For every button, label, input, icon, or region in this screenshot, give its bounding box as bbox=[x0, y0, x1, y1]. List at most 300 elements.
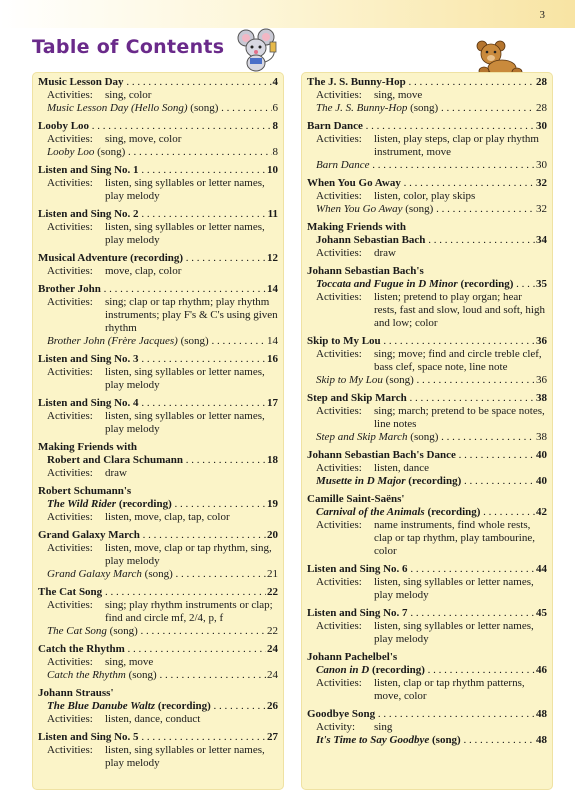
entry-title-text: Listen and Sing No. 6 bbox=[307, 563, 408, 575]
activities-text: sing, move bbox=[374, 89, 423, 101]
entry-title-text: (song) bbox=[407, 102, 439, 114]
entry-title-italic: Music Lesson Day (Hello Song) bbox=[47, 102, 188, 114]
entry-title-text: (recording) bbox=[424, 506, 481, 518]
entry-title bbox=[47, 102, 272, 115]
activities-label: Activities: bbox=[316, 190, 362, 202]
activities-label: Activities: bbox=[316, 462, 362, 474]
entry-heading[interactable] bbox=[307, 221, 547, 234]
entry-title-text: (recording) bbox=[457, 278, 514, 290]
activities-line bbox=[307, 133, 547, 159]
entry-title bbox=[38, 76, 272, 89]
activities-line bbox=[38, 656, 278, 669]
activities-text: sing; move; find and circle treble clef, bass clef, space note, line note bbox=[374, 348, 542, 373]
song-entry[interactable] bbox=[307, 159, 547, 172]
entry-heading[interactable] bbox=[38, 586, 278, 599]
toc-entry bbox=[38, 208, 278, 247]
toc-entry bbox=[38, 529, 278, 581]
page-ref: 14 bbox=[267, 335, 278, 347]
activities-text: listen, move, clap, tap, color bbox=[105, 511, 230, 523]
entry-title-text: Listen and Sing No. 5 bbox=[38, 731, 139, 743]
page-ref: 48 bbox=[536, 708, 547, 720]
song-entry[interactable] bbox=[38, 102, 278, 115]
activities-text: move, clap, color bbox=[105, 265, 182, 277]
entry-title bbox=[307, 76, 535, 89]
activities-line bbox=[307, 519, 547, 558]
activities-label: Activities: bbox=[47, 511, 93, 523]
recording-entry[interactable] bbox=[38, 700, 278, 713]
song-entry[interactable] bbox=[38, 625, 278, 638]
activities-label: Activity: bbox=[316, 721, 356, 733]
entry-heading[interactable] bbox=[307, 335, 547, 348]
entry-title bbox=[316, 734, 535, 747]
activities-line bbox=[38, 467, 278, 480]
entry-title-text: Looby Loo bbox=[38, 120, 90, 132]
entry-title-text: (song) bbox=[187, 102, 219, 114]
activities-label: Activities: bbox=[316, 348, 362, 360]
entry-title-italic: Looby Loo bbox=[47, 146, 95, 158]
activities-label: Activities: bbox=[47, 744, 93, 756]
entry-heading[interactable] bbox=[38, 120, 278, 133]
entry-title bbox=[307, 708, 535, 721]
song-entry[interactable] bbox=[38, 146, 278, 159]
entry-title bbox=[38, 353, 266, 366]
toc-entry bbox=[307, 265, 547, 330]
activities-text: sing, color bbox=[105, 89, 152, 101]
entry-title bbox=[307, 607, 535, 620]
activities-line bbox=[307, 462, 547, 475]
activities-line bbox=[38, 265, 278, 278]
recording-entry[interactable] bbox=[307, 664, 547, 677]
activities-label: Activities: bbox=[47, 133, 93, 145]
activities-label: Activities: bbox=[316, 133, 362, 145]
entry-title-text: Skip to My Lou bbox=[307, 335, 381, 347]
activities-text: listen, clap or tap rhythm patterns, move, color bbox=[374, 677, 525, 702]
entry-title-text: (song) bbox=[177, 335, 209, 347]
activities-text: sing, move, color bbox=[105, 133, 182, 145]
toc-entry bbox=[307, 120, 547, 172]
entry-title bbox=[38, 643, 266, 656]
entry-heading[interactable] bbox=[307, 708, 547, 721]
entry-heading[interactable] bbox=[38, 441, 278, 454]
activities-text: sing; march; pretend to be space notes, line notes bbox=[374, 405, 545, 430]
entry-heading[interactable] bbox=[38, 283, 278, 296]
entry-title-text: (recording) bbox=[116, 498, 172, 510]
page-ref: 38 bbox=[536, 431, 547, 443]
toc-entry bbox=[38, 283, 278, 348]
toc-entry bbox=[38, 76, 278, 115]
entry-title-italic: Catch the Rhythm bbox=[47, 669, 126, 681]
activities-line bbox=[307, 405, 547, 431]
entry-title-text: (song) bbox=[94, 146, 126, 158]
entry-title bbox=[47, 669, 266, 682]
activities-text: sing; play rhythm instruments or clap; find and circle mf, 2/4, p, f bbox=[105, 599, 273, 624]
activities-line bbox=[38, 89, 278, 102]
entry-title-italic: The Cat Song bbox=[47, 625, 107, 637]
activities-line bbox=[307, 291, 547, 330]
page-ref: 18 bbox=[267, 454, 278, 466]
activities-line bbox=[38, 744, 278, 770]
entry-heading[interactable] bbox=[38, 208, 278, 221]
entry-title: Johann Pachelbel's bbox=[307, 651, 398, 663]
recording-entry[interactable] bbox=[38, 498, 278, 511]
activities-line bbox=[307, 576, 547, 602]
entry-title bbox=[316, 664, 535, 677]
entry-title-text: Listen and Sing No. 7 bbox=[307, 607, 408, 619]
entry-heading[interactable] bbox=[307, 120, 547, 133]
toc-entry bbox=[38, 687, 278, 726]
page-ref: 8 bbox=[272, 146, 278, 158]
entry-heading-continued[interactable] bbox=[307, 234, 547, 247]
page-ref: 22 bbox=[267, 586, 278, 598]
entry-title bbox=[47, 498, 266, 511]
activities-label: Activities: bbox=[47, 599, 93, 611]
recording-entry[interactable] bbox=[307, 506, 547, 519]
entry-title-text: Listen and Sing No. 3 bbox=[38, 353, 139, 365]
page-ref: 24 bbox=[267, 669, 278, 681]
page-ref: 40 bbox=[536, 449, 547, 461]
activities-line bbox=[38, 296, 278, 335]
activities-text: listen, sing syllables or letter names, play melody bbox=[105, 744, 265, 769]
activities-line bbox=[307, 190, 547, 203]
toc-entry bbox=[38, 120, 278, 159]
entry-title bbox=[38, 397, 266, 410]
entry-heading bbox=[307, 265, 547, 278]
entry-title-italic: Brother John (Frère Jacques) bbox=[47, 335, 178, 347]
page-ref: 10 bbox=[267, 164, 278, 176]
page-ref: 17 bbox=[267, 397, 278, 409]
activities-text: listen, dance, conduct bbox=[105, 713, 201, 725]
entry-title-text: Brother John bbox=[38, 283, 101, 295]
page-ref: 28 bbox=[536, 76, 547, 88]
recording-entry[interactable] bbox=[307, 475, 547, 488]
entry-title bbox=[316, 374, 535, 387]
activities-label: Activities: bbox=[47, 713, 93, 725]
toc-entry bbox=[38, 252, 278, 278]
activities-label: Activities: bbox=[316, 677, 362, 689]
activities-label: Activities: bbox=[47, 366, 93, 378]
entry-title bbox=[38, 586, 266, 599]
page-ref: 27 bbox=[267, 731, 278, 743]
entry-heading[interactable] bbox=[307, 449, 547, 462]
activities-line bbox=[38, 133, 278, 146]
entry-title-italic: Barn Dance bbox=[316, 159, 370, 171]
activities-line bbox=[38, 177, 278, 203]
entry-title bbox=[316, 431, 535, 444]
entry-title-text: Barn Dance bbox=[307, 120, 363, 132]
entry-title bbox=[316, 203, 535, 216]
entry-heading bbox=[38, 687, 278, 700]
entry-title-text: Musical Adventure (recording) bbox=[38, 252, 184, 264]
entry-title: Making Friends with bbox=[307, 221, 407, 233]
entry-title: Johann Strauss' bbox=[38, 687, 114, 699]
entry-title-text: (song) bbox=[382, 374, 414, 386]
activities-line bbox=[38, 366, 278, 392]
entry-heading[interactable] bbox=[307, 177, 547, 190]
activities-line bbox=[38, 511, 278, 524]
page-ref: 44 bbox=[536, 563, 547, 575]
toc-entry bbox=[307, 493, 547, 558]
activities-label: Activities: bbox=[47, 656, 93, 668]
entry-title bbox=[307, 120, 535, 133]
entry-title-text: Catch the Rhythm bbox=[38, 643, 125, 655]
entry-heading[interactable] bbox=[38, 643, 278, 656]
entry-title-italic: The J. S. Bunny-Hop bbox=[316, 102, 408, 114]
activities-line bbox=[307, 247, 547, 260]
activities-text: sing; clap or tap rhythm; play rhythm instruments; play F's & C's using given rhythm bbox=[105, 296, 278, 334]
entry-title-text: Listen and Sing No. 2 bbox=[38, 208, 139, 220]
entry-heading[interactable] bbox=[307, 563, 547, 576]
page-ref: 36 bbox=[536, 335, 547, 347]
activities-label: Activities: bbox=[47, 265, 93, 277]
entry-title-text: Johann Sebastian Bach bbox=[316, 234, 426, 246]
page-ref: 32 bbox=[536, 177, 547, 189]
activities-text: listen, sing syllables or letter names, play melody bbox=[105, 366, 265, 391]
activities-text: listen, color, play skips bbox=[374, 190, 476, 202]
entry-title: Making Friends with bbox=[38, 441, 138, 453]
entry-title-italic: The Blue Danube Waltz bbox=[47, 700, 156, 712]
entry-title-text: (song) bbox=[407, 431, 439, 443]
entry-title: Camille Saint-Saëns' bbox=[307, 493, 405, 505]
activities-text: draw bbox=[105, 467, 127, 479]
mouse-mascot-icon bbox=[232, 28, 282, 74]
entry-title bbox=[316, 159, 535, 172]
song-entry[interactable] bbox=[307, 374, 547, 387]
activities-line bbox=[38, 599, 278, 625]
entry-heading[interactable] bbox=[38, 731, 278, 744]
activities-text: listen, dance bbox=[374, 462, 429, 474]
page-ref: 48 bbox=[536, 734, 547, 746]
toc-entry bbox=[307, 177, 547, 216]
toc-entry bbox=[38, 731, 278, 770]
recording-entry[interactable] bbox=[307, 734, 547, 747]
activities-text: listen, sing syllables or letter names, play melody bbox=[105, 221, 265, 246]
entry-title bbox=[47, 625, 266, 638]
activities-line bbox=[307, 721, 547, 734]
toc-entry bbox=[38, 643, 278, 682]
toc-left-column bbox=[32, 72, 284, 790]
entry-title-italic: When You Go Away bbox=[316, 203, 403, 215]
activities-label: Activities: bbox=[316, 576, 362, 588]
toc-entry bbox=[307, 607, 547, 646]
entry-title bbox=[307, 563, 535, 576]
activities-text: listen, sing syllables or letter names, play melody bbox=[374, 620, 534, 645]
entry-title bbox=[38, 283, 266, 296]
entry-title-text: The J. S. Bunny-Hop bbox=[307, 76, 406, 88]
page-ref: 46 bbox=[536, 664, 547, 676]
activities-line bbox=[307, 348, 547, 374]
song-entry[interactable] bbox=[38, 669, 278, 682]
entry-title: Johann Sebastian Bach's bbox=[307, 265, 424, 277]
entry-title bbox=[316, 475, 535, 488]
entry-title-text: Listen and Sing No. 4 bbox=[38, 397, 139, 409]
entry-title bbox=[316, 102, 535, 115]
entry-title-text: (recording) bbox=[155, 700, 211, 712]
toc-right-column bbox=[301, 72, 553, 790]
entry-heading[interactable] bbox=[38, 252, 278, 265]
activities-text: listen, sing syllables or letter names, play melody bbox=[374, 576, 534, 601]
toc-entry bbox=[307, 708, 547, 747]
activities-text: draw bbox=[374, 247, 396, 259]
activities-line bbox=[38, 221, 278, 247]
activities-text: listen, sing syllables or letter names, play melody bbox=[105, 177, 265, 202]
entry-title bbox=[47, 146, 272, 159]
toc-entry bbox=[38, 397, 278, 436]
toc-entry bbox=[307, 651, 547, 703]
entry-title-text: (song) bbox=[141, 568, 173, 580]
entry-title-text: Goodbye Song bbox=[307, 708, 376, 720]
entry-title bbox=[47, 335, 266, 348]
entry-title-text: (recording) bbox=[369, 664, 425, 676]
activities-label: Activities: bbox=[47, 410, 93, 422]
entry-heading[interactable] bbox=[307, 76, 547, 89]
activities-line bbox=[307, 620, 547, 646]
page-ref: 6 bbox=[272, 102, 278, 114]
entry-title bbox=[307, 335, 535, 348]
toc-entry bbox=[307, 449, 547, 488]
activities-label: Activities: bbox=[316, 291, 362, 303]
page-ref: 22 bbox=[267, 625, 278, 637]
song-entry[interactable] bbox=[307, 431, 547, 444]
entry-title-text: (song) bbox=[402, 203, 434, 215]
toc-entry bbox=[307, 76, 547, 115]
activities-line bbox=[38, 713, 278, 726]
page-ref: 34 bbox=[536, 234, 547, 246]
activities-text: name instruments, find whole rests, clap or tap rhythm, play tambourine, color bbox=[374, 519, 535, 557]
page-ref: 16 bbox=[267, 353, 278, 365]
entry-title bbox=[38, 252, 266, 265]
toc-entry bbox=[307, 392, 547, 444]
activities-label: Activities: bbox=[47, 177, 93, 189]
entry-title-italic: Canon in D bbox=[316, 664, 370, 676]
page-ref: 19 bbox=[267, 498, 278, 510]
activities-text: listen, play steps, clap or play rhythm instrument, move bbox=[374, 133, 539, 158]
song-entry[interactable] bbox=[307, 102, 547, 115]
entry-title bbox=[316, 278, 535, 291]
entry-title-text: Johann Sebastian Bach's Dance bbox=[307, 449, 456, 461]
entry-title bbox=[316, 506, 535, 519]
entry-heading bbox=[307, 651, 547, 664]
page-ref: 38 bbox=[536, 392, 547, 404]
page-ref: 35 bbox=[536, 278, 547, 290]
toc-entry bbox=[38, 485, 278, 524]
activities-label: Activities: bbox=[316, 519, 362, 531]
toc-right-list bbox=[301, 72, 553, 747]
entry-title: Robert Schumann's bbox=[38, 485, 132, 497]
activities-label: Activities: bbox=[47, 542, 93, 554]
entry-title-italic: Step and Skip March bbox=[316, 431, 408, 443]
page-ref: 30 bbox=[536, 159, 547, 171]
entry-title-text: Step and Skip March bbox=[307, 392, 407, 404]
activities-label: Activities: bbox=[316, 247, 362, 259]
entry-title bbox=[38, 529, 266, 542]
page-ref: 26 bbox=[267, 700, 278, 712]
page-ref: 12 bbox=[267, 252, 278, 264]
page-ref: 20 bbox=[267, 529, 278, 541]
entry-title-text: When You Go Away bbox=[307, 177, 401, 189]
entry-heading bbox=[307, 493, 547, 506]
toc-entry bbox=[307, 221, 547, 260]
song-entry[interactable] bbox=[38, 568, 278, 581]
activities-line bbox=[307, 89, 547, 102]
page-title: Table of Contents bbox=[32, 36, 225, 58]
entry-title-italic: The Wild Rider bbox=[47, 498, 117, 510]
entry-heading[interactable] bbox=[38, 397, 278, 410]
entry-heading[interactable] bbox=[38, 76, 278, 89]
entry-title-text: (song) bbox=[106, 625, 138, 637]
toc-entry bbox=[38, 164, 278, 203]
entry-title-text: (song) bbox=[125, 669, 157, 681]
page-ref: 28 bbox=[536, 102, 547, 114]
entry-title-text: The Cat Song bbox=[38, 586, 103, 598]
entry-title-italic: Musette in D Major bbox=[316, 475, 406, 487]
entry-title bbox=[307, 392, 535, 405]
activities-text: sing bbox=[374, 721, 393, 733]
entry-heading-continued[interactable] bbox=[38, 454, 278, 467]
toc-entry bbox=[38, 586, 278, 638]
activities-line bbox=[38, 410, 278, 436]
page-ref: 4 bbox=[272, 76, 278, 88]
page-ref: 21 bbox=[267, 568, 278, 580]
song-entry[interactable] bbox=[307, 203, 547, 216]
toc-entry bbox=[307, 563, 547, 602]
entry-title-italic: Skip to My Lou bbox=[316, 374, 383, 386]
activities-text: listen; pretend to play organ; hear rests, fast and slow, loud and soft, high and low; color bbox=[374, 291, 545, 329]
toc-left-list bbox=[32, 72, 284, 770]
toc-entry bbox=[307, 335, 547, 387]
activities-label: Activities: bbox=[47, 221, 93, 233]
entry-heading[interactable] bbox=[307, 607, 547, 620]
recording-entry[interactable] bbox=[307, 278, 547, 291]
activities-label: Activities: bbox=[316, 89, 362, 101]
activities-label: Activities: bbox=[316, 620, 362, 632]
activities-label: Activities: bbox=[47, 89, 93, 101]
entry-title bbox=[307, 177, 535, 190]
activities-label: Activities: bbox=[47, 467, 93, 479]
page-ref: 14 bbox=[267, 283, 278, 295]
activities-text: listen, sing syllables or letter names, play melody bbox=[105, 410, 265, 435]
page-ref: 11 bbox=[267, 208, 278, 220]
entry-heading[interactable] bbox=[307, 392, 547, 405]
entry-title-italic: It's Time to Say Goodbye bbox=[316, 734, 430, 746]
entry-heading[interactable] bbox=[38, 164, 278, 177]
entry-heading bbox=[38, 485, 278, 498]
activities-text: listen, move, clap or tap rhythm, sing, play melody bbox=[105, 542, 272, 567]
entry-title bbox=[307, 449, 535, 462]
entry-title bbox=[38, 731, 266, 744]
entry-title-text: Music Lesson Day bbox=[38, 76, 124, 88]
toc-entry bbox=[38, 353, 278, 392]
activities-label: Activities: bbox=[47, 296, 93, 308]
entry-title bbox=[38, 208, 267, 221]
entry-title-italic: Toccata and Fugue in D Minor bbox=[316, 278, 458, 290]
page-ref: 30 bbox=[536, 120, 547, 132]
page-ref: 36 bbox=[536, 374, 547, 386]
entry-title bbox=[47, 568, 266, 581]
song-entry[interactable] bbox=[38, 335, 278, 348]
toc-entry bbox=[38, 441, 278, 480]
entry-title-text: Grand Galaxy March bbox=[38, 529, 140, 541]
entry-title bbox=[38, 164, 266, 177]
activities-label: Activities: bbox=[316, 405, 362, 417]
entry-heading[interactable] bbox=[38, 353, 278, 366]
page-ref: 24 bbox=[267, 643, 278, 655]
entry-title bbox=[47, 700, 266, 713]
entry-heading[interactable] bbox=[38, 529, 278, 542]
activities-line bbox=[38, 542, 278, 568]
page-ref: 40 bbox=[536, 475, 547, 487]
entry-title-text: Listen and Sing No. 1 bbox=[38, 164, 139, 176]
page-number: 3 bbox=[539, 9, 545, 21]
